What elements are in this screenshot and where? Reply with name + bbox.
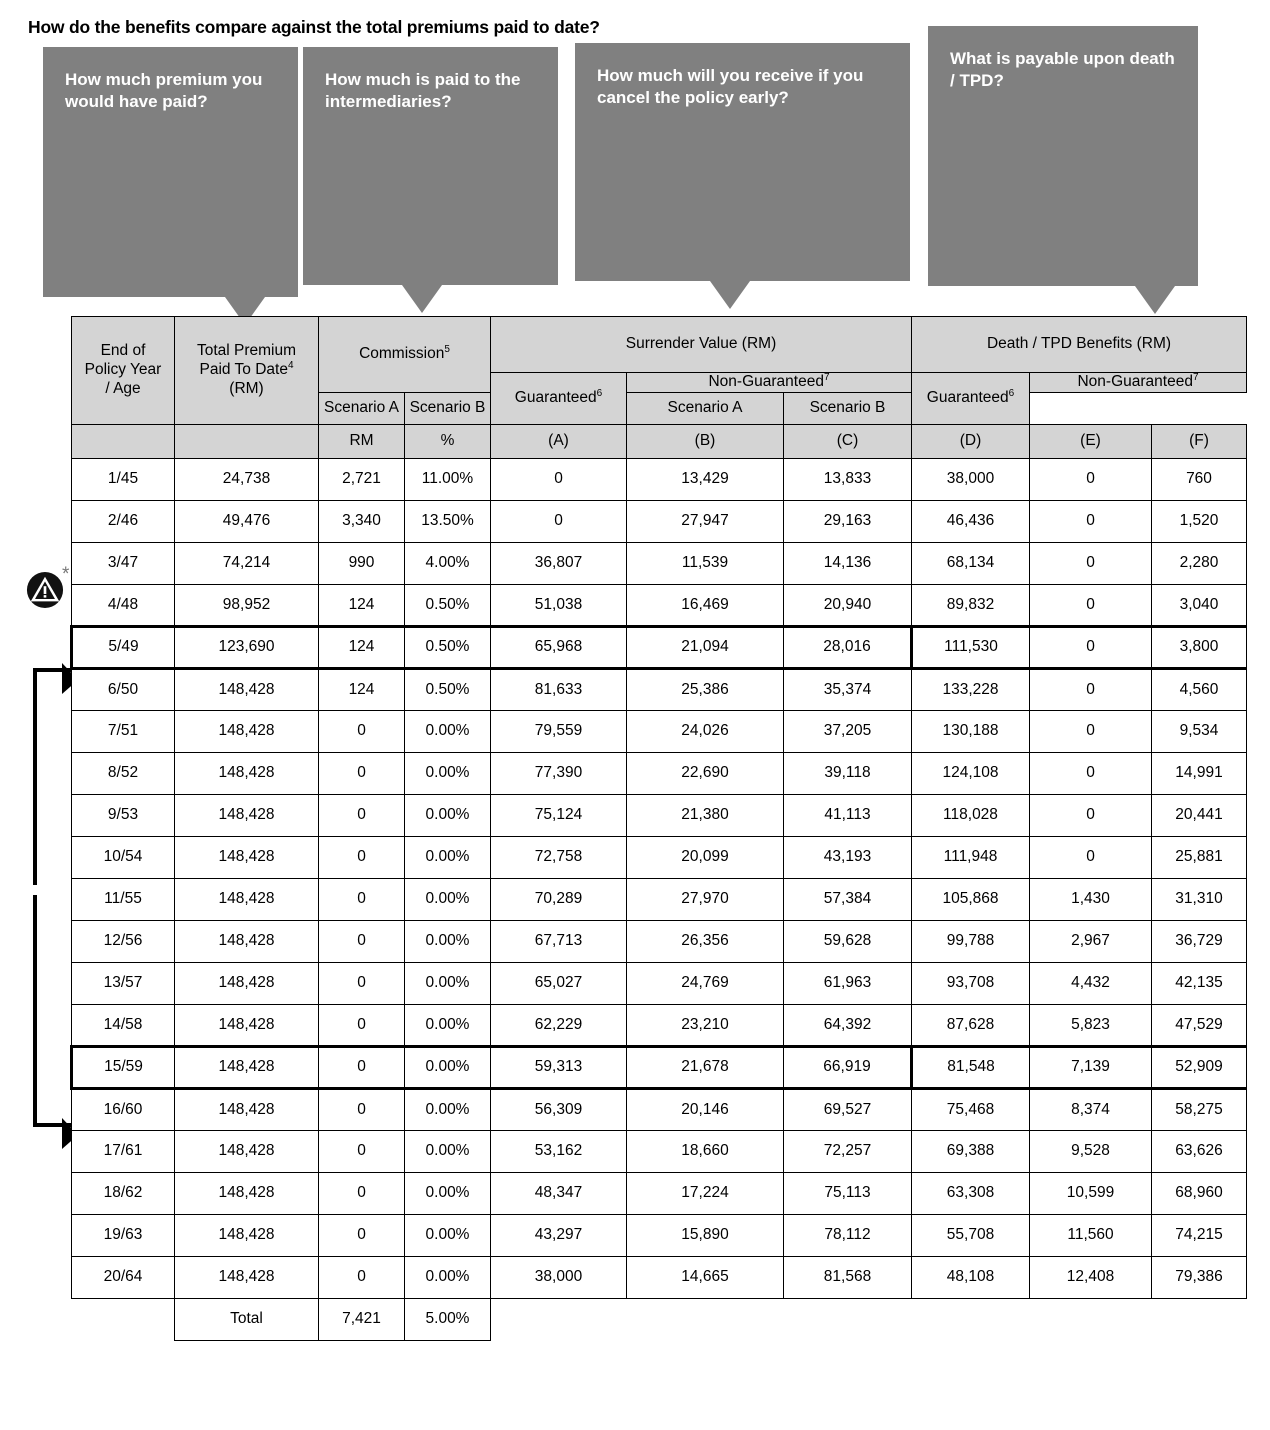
cell-dt-guaranteed: 75,468 — [912, 1088, 1030, 1130]
cell-commission-rm: 0 — [319, 752, 405, 794]
cell-year-age: 5/49 — [72, 626, 175, 668]
footnote-marker-4: 4 — [287, 359, 294, 371]
th-epy-line1: End of — [100, 342, 146, 360]
th-total-premium-paid — [175, 317, 319, 425]
cell-year-age: 17/61 — [72, 1130, 175, 1172]
cell-dt-scenario-a: 0 — [1030, 458, 1152, 500]
total-commission-rm: 7,421 — [319, 1298, 405, 1340]
table-row — [72, 1256, 1247, 1298]
cell-sv-scenario-a: 16,469 — [627, 584, 784, 626]
cell-total-premium: 148,428 — [175, 668, 319, 710]
cell-sv-scenario-b: 29,163 — [784, 500, 912, 542]
table-row — [72, 1214, 1247, 1256]
cell-year-age: 3/47 — [72, 542, 175, 584]
th-epy-line2: Policy Year — [84, 361, 162, 378]
th-commission-label: Commission — [359, 345, 445, 362]
th-dt-scenario-b: Scenario B — [784, 392, 912, 424]
cell-commission-rm: 0 — [319, 794, 405, 836]
cell-sv-scenario-a: 27,947 — [627, 500, 784, 542]
cell-sv-scenario-b: 13,833 — [784, 458, 912, 500]
cell-commission-pct: 0.00% — [405, 794, 491, 836]
cell-dt-scenario-b: 74,215 — [1152, 1214, 1247, 1256]
cell-commission-pct: 0.00% — [405, 1214, 491, 1256]
cell-total-premium: 98,952 — [175, 584, 319, 626]
cell-year-age: 11/55 — [72, 878, 175, 920]
cell-year-age: 16/60 — [72, 1088, 175, 1130]
th-end-of-policy-year-age — [72, 317, 175, 425]
table-row — [72, 458, 1247, 500]
cell-dt-scenario-b: 25,881 — [1152, 836, 1247, 878]
th-letter-e: (E) — [1030, 424, 1152, 458]
cell-sv-scenario-a: 20,099 — [627, 836, 784, 878]
table-row — [72, 668, 1247, 710]
cell-dt-scenario-a: 0 — [1030, 794, 1152, 836]
cell-dt-guaranteed: 38,000 — [912, 458, 1030, 500]
cell-total-premium: 74,214 — [175, 542, 319, 584]
cell-total-premium: 148,428 — [175, 1004, 319, 1046]
cell-sv-guaranteed: 81,633 — [491, 668, 627, 710]
cell-dt-scenario-a: 0 — [1030, 542, 1152, 584]
cell-sv-guaranteed: 75,124 — [491, 794, 627, 836]
table-row — [72, 1004, 1247, 1046]
cell-sv-scenario-a: 20,146 — [627, 1088, 784, 1130]
cell-commission-rm: 124 — [319, 584, 405, 626]
cell-sv-guaranteed: 79,559 — [491, 710, 627, 752]
cell-year-age: 7/51 — [72, 710, 175, 752]
th-death-tpd-label: Death / TPD Benefits (RM) — [986, 335, 1172, 353]
th-commission-rm: RM — [319, 424, 405, 458]
cell-dt-guaranteed: 111,948 — [912, 836, 1030, 878]
cell-dt-scenario-b: 1,520 — [1152, 500, 1247, 542]
callout-cancel-early-tail — [710, 281, 750, 309]
cell-sv-scenario-b: 61,963 — [784, 962, 912, 1004]
cell-dt-scenario-b: 52,909 — [1152, 1046, 1247, 1088]
cell-dt-scenario-b: 14,991 — [1152, 752, 1247, 794]
cell-sv-guaranteed: 65,027 — [491, 962, 627, 1004]
cell-total-premium: 148,428 — [175, 1130, 319, 1172]
th-dt-guaranteed-label: Guaranteed — [926, 389, 1009, 406]
th-sv-guaranteed-label: Guaranteed — [514, 389, 597, 406]
th-letter-blank-2 — [175, 424, 319, 458]
cell-sv-scenario-b: 59,628 — [784, 920, 912, 962]
callout-death-tpd — [928, 26, 1198, 286]
footnote-marker-7a: 7 — [823, 371, 830, 383]
cell-commission-pct: 0.00% — [405, 1004, 491, 1046]
cell-sv-scenario-a: 18,660 — [627, 1130, 784, 1172]
th-tpp-line3: (RM) — [229, 379, 264, 397]
cell-year-age: 18/62 — [72, 1172, 175, 1214]
cell-sv-guaranteed: 0 — [491, 500, 627, 542]
total-row-spacer — [491, 1298, 627, 1340]
total-row-spacer — [1030, 1298, 1152, 1340]
th-sv-non-guaranteed-label: Non-Guaranteed — [708, 373, 824, 390]
cell-dt-guaranteed: 118,028 — [912, 794, 1030, 836]
th-letter-d: (D) — [912, 424, 1030, 458]
cell-dt-scenario-b: 36,729 — [1152, 920, 1247, 962]
cell-dt-scenario-a: 11,560 — [1030, 1214, 1152, 1256]
cell-sv-guaranteed: 0 — [491, 458, 627, 500]
cell-dt-guaranteed: 87,628 — [912, 1004, 1030, 1046]
cell-dt-scenario-b: 68,960 — [1152, 1172, 1247, 1214]
total-row-spacer — [627, 1298, 784, 1340]
cell-total-premium: 123,690 — [175, 626, 319, 668]
header-row-4-column-letters — [72, 424, 1247, 458]
cell-year-age: 14/58 — [72, 1004, 175, 1046]
cell-dt-scenario-a: 0 — [1030, 836, 1152, 878]
th-surrender-value-label: Surrender Value (RM) — [625, 335, 777, 353]
cell-sv-scenario-b: 72,257 — [784, 1130, 912, 1172]
table-row — [72, 920, 1247, 962]
th-epy-line3: / Age — [105, 379, 141, 397]
cell-sv-scenario-a: 13,429 — [627, 458, 784, 500]
page-title: How do the benefits compare against the total premiums paid to date? — [28, 17, 600, 37]
cell-sv-scenario-b: 66,919 — [784, 1046, 912, 1088]
cell-total-premium: 148,428 — [175, 962, 319, 1004]
table-row — [72, 1172, 1247, 1214]
footnote-marker-5: 5 — [444, 343, 450, 355]
cell-sv-scenario-b: 78,112 — [784, 1214, 912, 1256]
th-sv-scenario-b: Scenario B — [405, 392, 491, 424]
cell-dt-guaranteed: 130,188 — [912, 710, 1030, 752]
cell-dt-scenario-b: 3,800 — [1152, 626, 1247, 668]
cell-sv-guaranteed: 70,289 — [491, 878, 627, 920]
cell-total-premium: 148,428 — [175, 1256, 319, 1298]
cell-sv-scenario-b: 41,113 — [784, 794, 912, 836]
cell-commission-pct: 0.00% — [405, 1046, 491, 1088]
cell-commission-rm: 0 — [319, 1004, 405, 1046]
cell-dt-guaranteed: 105,868 — [912, 878, 1030, 920]
th-dt-guaranteed — [912, 373, 1030, 425]
table-row — [72, 752, 1247, 794]
table-body — [72, 458, 1247, 1340]
cell-commission-rm: 0 — [319, 962, 405, 1004]
total-commission-pct: 5.00% — [405, 1298, 491, 1340]
total-row-spacer — [912, 1298, 1030, 1340]
cell-commission-rm: 0 — [319, 1130, 405, 1172]
cell-sv-scenario-b: 75,113 — [784, 1172, 912, 1214]
callout-death-tpd-tail — [1135, 286, 1175, 314]
cell-dt-guaranteed: 55,708 — [912, 1214, 1030, 1256]
cell-sv-guaranteed: 65,968 — [491, 626, 627, 668]
cell-dt-guaranteed: 68,134 — [912, 542, 1030, 584]
cell-sv-scenario-b: 69,527 — [784, 1088, 912, 1130]
cell-commission-rm: 990 — [319, 542, 405, 584]
th-dt-non-guaranteed-label: Non-Guaranteed — [1077, 373, 1193, 390]
cell-commission-pct: 0.00% — [405, 1256, 491, 1298]
cell-dt-scenario-a: 5,823 — [1030, 1004, 1152, 1046]
table-row — [72, 542, 1247, 584]
callout-premium-text: How much premium you would have paid? — [65, 70, 263, 111]
cell-sv-guaranteed: 38,000 — [491, 1256, 627, 1298]
th-sv-guaranteed — [491, 373, 627, 425]
cell-sv-scenario-b: 57,384 — [784, 878, 912, 920]
cell-dt-scenario-a: 8,374 — [1030, 1088, 1152, 1130]
header-row-1 — [72, 317, 1247, 373]
cell-commission-pct: 0.00% — [405, 836, 491, 878]
cell-total-premium: 148,428 — [175, 710, 319, 752]
cell-year-age: 1/45 — [72, 458, 175, 500]
cell-commission-rm: 0 — [319, 920, 405, 962]
th-death-tpd-benefits — [912, 317, 1247, 373]
cell-sv-guaranteed: 53,162 — [491, 1130, 627, 1172]
cell-sv-scenario-a: 23,210 — [627, 1004, 784, 1046]
cell-total-premium: 148,428 — [175, 752, 319, 794]
cell-dt-guaranteed: 48,108 — [912, 1256, 1030, 1298]
cell-sv-scenario-a: 14,665 — [627, 1256, 784, 1298]
cell-year-age: 13/57 — [72, 962, 175, 1004]
cell-dt-guaranteed: 81,548 — [912, 1046, 1030, 1088]
cell-commission-pct: 0.50% — [405, 626, 491, 668]
cell-dt-scenario-a: 12,408 — [1030, 1256, 1152, 1298]
cell-commission-pct: 0.00% — [405, 962, 491, 1004]
cell-sv-guaranteed: 72,758 — [491, 836, 627, 878]
cell-dt-guaranteed: 89,832 — [912, 584, 1030, 626]
cell-commission-rm: 0 — [319, 1046, 405, 1088]
cell-commission-pct: 0.50% — [405, 584, 491, 626]
cell-total-premium: 148,428 — [175, 836, 319, 878]
callout-cancel-early — [575, 43, 910, 281]
cell-dt-scenario-a: 0 — [1030, 752, 1152, 794]
cell-commission-rm: 124 — [319, 668, 405, 710]
cell-sv-scenario-a: 21,380 — [627, 794, 784, 836]
th-letter-b: (B) — [627, 424, 784, 458]
table-row — [72, 794, 1247, 836]
cell-commission-rm: 0 — [319, 710, 405, 752]
table-row — [72, 584, 1247, 626]
th-sv-scenario-a: Scenario A — [319, 392, 405, 424]
cell-year-age: 15/59 — [72, 1046, 175, 1088]
cell-sv-guaranteed: 62,229 — [491, 1004, 627, 1046]
callout-intermediaries-text: How much is paid to the intermediaries? — [325, 70, 521, 111]
table-row — [72, 1088, 1247, 1130]
cell-sv-scenario-a: 11,539 — [627, 542, 784, 584]
th-letter-blank-1 — [72, 424, 175, 458]
cell-total-premium: 148,428 — [175, 878, 319, 920]
cell-year-age: 9/53 — [72, 794, 175, 836]
footnote-marker-7b: 7 — [1192, 371, 1199, 383]
cell-total-premium: 24,738 — [175, 458, 319, 500]
table-row — [72, 878, 1247, 920]
cell-dt-scenario-b: 760 — [1152, 458, 1247, 500]
table-row — [72, 500, 1247, 542]
cell-sv-guaranteed: 59,313 — [491, 1046, 627, 1088]
cell-dt-guaranteed: 111,530 — [912, 626, 1030, 668]
cell-total-premium: 148,428 — [175, 794, 319, 836]
callout-premium — [43, 47, 298, 297]
cell-year-age: 10/54 — [72, 836, 175, 878]
cell-sv-scenario-a: 24,026 — [627, 710, 784, 752]
cell-dt-scenario-a: 0 — [1030, 584, 1152, 626]
cell-dt-scenario-b: 20,441 — [1152, 794, 1247, 836]
callout-cancel-early-text: How much will you receive if you cancel the policy early? — [597, 66, 864, 107]
th-dt-non-guaranteed — [1030, 373, 1247, 393]
cell-sv-guaranteed: 48,347 — [491, 1172, 627, 1214]
cell-sv-scenario-a: 17,224 — [627, 1172, 784, 1214]
cell-dt-scenario-b: 63,626 — [1152, 1130, 1247, 1172]
cell-dt-scenario-b: 2,280 — [1152, 542, 1247, 584]
cell-sv-scenario-a: 25,386 — [627, 668, 784, 710]
cell-sv-guaranteed: 36,807 — [491, 542, 627, 584]
cell-sv-scenario-b: 81,568 — [784, 1256, 912, 1298]
th-sv-non-guaranteed — [627, 373, 912, 393]
cell-dt-scenario-a: 0 — [1030, 668, 1152, 710]
cell-dt-guaranteed: 93,708 — [912, 962, 1030, 1004]
cell-dt-scenario-b: 42,135 — [1152, 962, 1247, 1004]
cell-dt-scenario-b: 79,386 — [1152, 1256, 1247, 1298]
cell-dt-scenario-b: 47,529 — [1152, 1004, 1247, 1046]
cell-commission-pct: 0.00% — [405, 1172, 491, 1214]
cell-sv-scenario-b: 39,118 — [784, 752, 912, 794]
cell-dt-guaranteed: 99,788 — [912, 920, 1030, 962]
cell-dt-guaranteed: 46,436 — [912, 500, 1030, 542]
cell-commission-rm: 0 — [319, 1172, 405, 1214]
cell-commission-rm: 2,721 — [319, 458, 405, 500]
th-dt-scenario-a: Scenario A — [627, 392, 784, 424]
table-row — [72, 962, 1247, 1004]
cell-sv-scenario-a: 26,356 — [627, 920, 784, 962]
cell-year-age: 6/50 — [72, 668, 175, 710]
cell-sv-scenario-a: 15,890 — [627, 1214, 784, 1256]
cell-total-premium: 148,428 — [175, 1172, 319, 1214]
cell-dt-scenario-b: 31,310 — [1152, 878, 1247, 920]
table-head — [72, 317, 1247, 459]
cell-year-age: 8/52 — [72, 752, 175, 794]
cell-dt-scenario-b: 4,560 — [1152, 668, 1247, 710]
cell-dt-scenario-b: 9,534 — [1152, 710, 1247, 752]
callout-intermediaries — [303, 47, 558, 285]
total-row-spacer — [1152, 1298, 1247, 1340]
cell-commission-rm: 0 — [319, 1214, 405, 1256]
cell-sv-scenario-b: 37,205 — [784, 710, 912, 752]
footnote-marker-6b: 6 — [1008, 387, 1015, 399]
cell-dt-scenario-b: 58,275 — [1152, 1088, 1247, 1130]
table-row — [72, 836, 1247, 878]
cell-commission-pct: 0.00% — [405, 710, 491, 752]
total-row — [72, 1298, 1247, 1340]
warning-icon — [26, 564, 70, 609]
callout-death-tpd-text: What is payable upon death / TPD? — [950, 49, 1175, 90]
cell-dt-scenario-a: 10,599 — [1030, 1172, 1152, 1214]
cell-dt-guaranteed: 63,308 — [912, 1172, 1030, 1214]
cell-dt-scenario-a: 9,528 — [1030, 1130, 1152, 1172]
cell-commission-rm: 0 — [319, 836, 405, 878]
cell-sv-scenario-a: 21,094 — [627, 626, 784, 668]
cell-total-premium: 49,476 — [175, 500, 319, 542]
cell-sv-scenario-b: 43,193 — [784, 836, 912, 878]
cell-commission-rm: 0 — [319, 1256, 405, 1298]
table-row — [72, 1046, 1247, 1088]
cell-dt-guaranteed: 69,388 — [912, 1130, 1030, 1172]
cell-sv-scenario-a: 27,970 — [627, 878, 784, 920]
total-label: Total — [175, 1298, 319, 1340]
cell-sv-guaranteed: 51,038 — [491, 584, 627, 626]
cell-sv-scenario-a: 21,678 — [627, 1046, 784, 1088]
benefits-illustration-table — [70, 316, 1247, 1341]
cell-year-age: 12/56 — [72, 920, 175, 962]
th-surrender-value — [491, 317, 912, 373]
cell-sv-scenario-a: 24,769 — [627, 962, 784, 1004]
cell-commission-rm: 124 — [319, 626, 405, 668]
cell-dt-guaranteed: 133,228 — [912, 668, 1030, 710]
callout-intermediaries-tail — [402, 285, 442, 313]
th-tpp-line2: Paid To Date — [199, 361, 288, 378]
cell-total-premium: 148,428 — [175, 1046, 319, 1088]
table-row — [72, 1130, 1247, 1172]
total-row-spacer — [72, 1298, 175, 1340]
cell-sv-guaranteed: 56,309 — [491, 1088, 627, 1130]
annotation-asterisk: * — [62, 564, 70, 585]
cell-year-age: 20/64 — [72, 1256, 175, 1298]
cell-sv-scenario-b: 28,016 — [784, 626, 912, 668]
cell-dt-scenario-a: 4,432 — [1030, 962, 1152, 1004]
cell-commission-pct: 0.00% — [405, 920, 491, 962]
cell-total-premium: 148,428 — [175, 1214, 319, 1256]
th-commission-pct: % — [405, 424, 491, 458]
th-letter-c: (C) — [784, 424, 912, 458]
cell-dt-scenario-b: 3,040 — [1152, 584, 1247, 626]
cell-dt-scenario-a: 1,430 — [1030, 878, 1152, 920]
cell-commission-pct: 0.00% — [405, 752, 491, 794]
cell-sv-guaranteed: 77,390 — [491, 752, 627, 794]
cell-dt-scenario-a: 0 — [1030, 710, 1152, 752]
cell-dt-scenario-a: 0 — [1030, 626, 1152, 668]
th-letter-f: (F) — [1152, 424, 1247, 458]
cell-year-age: 19/63 — [72, 1214, 175, 1256]
cell-commission-pct: 4.00% — [405, 542, 491, 584]
cell-commission-pct: 0.00% — [405, 878, 491, 920]
cell-total-premium: 148,428 — [175, 1088, 319, 1130]
footnote-marker-6a: 6 — [596, 387, 603, 399]
cell-commission-rm: 0 — [319, 878, 405, 920]
cell-dt-scenario-a: 2,967 — [1030, 920, 1152, 962]
table-row — [72, 710, 1247, 752]
cell-dt-scenario-a: 7,139 — [1030, 1046, 1152, 1088]
cell-commission-pct: 13.50% — [405, 500, 491, 542]
cell-sv-guaranteed: 67,713 — [491, 920, 627, 962]
cell-sv-scenario-b: 14,136 — [784, 542, 912, 584]
cell-sv-scenario-a: 22,690 — [627, 752, 784, 794]
cell-year-age: 2/46 — [72, 500, 175, 542]
cell-sv-scenario-b: 64,392 — [784, 1004, 912, 1046]
cell-total-premium: 148,428 — [175, 920, 319, 962]
cell-commission-pct: 0.00% — [405, 1088, 491, 1130]
th-commission — [319, 317, 491, 393]
cell-commission-pct: 11.00% — [405, 458, 491, 500]
cell-sv-scenario-b: 20,940 — [784, 584, 912, 626]
cell-sv-scenario-b: 35,374 — [784, 668, 912, 710]
table-row — [72, 626, 1247, 668]
cell-commission-rm: 3,340 — [319, 500, 405, 542]
cell-commission-rm: 0 — [319, 1088, 405, 1130]
th-letter-a: (A) — [491, 424, 627, 458]
cell-dt-scenario-a: 0 — [1030, 500, 1152, 542]
cell-sv-guaranteed: 43,297 — [491, 1214, 627, 1256]
cell-dt-guaranteed: 124,108 — [912, 752, 1030, 794]
cell-commission-pct: 0.00% — [405, 1130, 491, 1172]
th-tpp-line1: Total Premium — [196, 342, 297, 360]
cell-year-age: 4/48 — [72, 584, 175, 626]
cell-commission-pct: 0.50% — [405, 668, 491, 710]
total-row-spacer — [784, 1298, 912, 1340]
